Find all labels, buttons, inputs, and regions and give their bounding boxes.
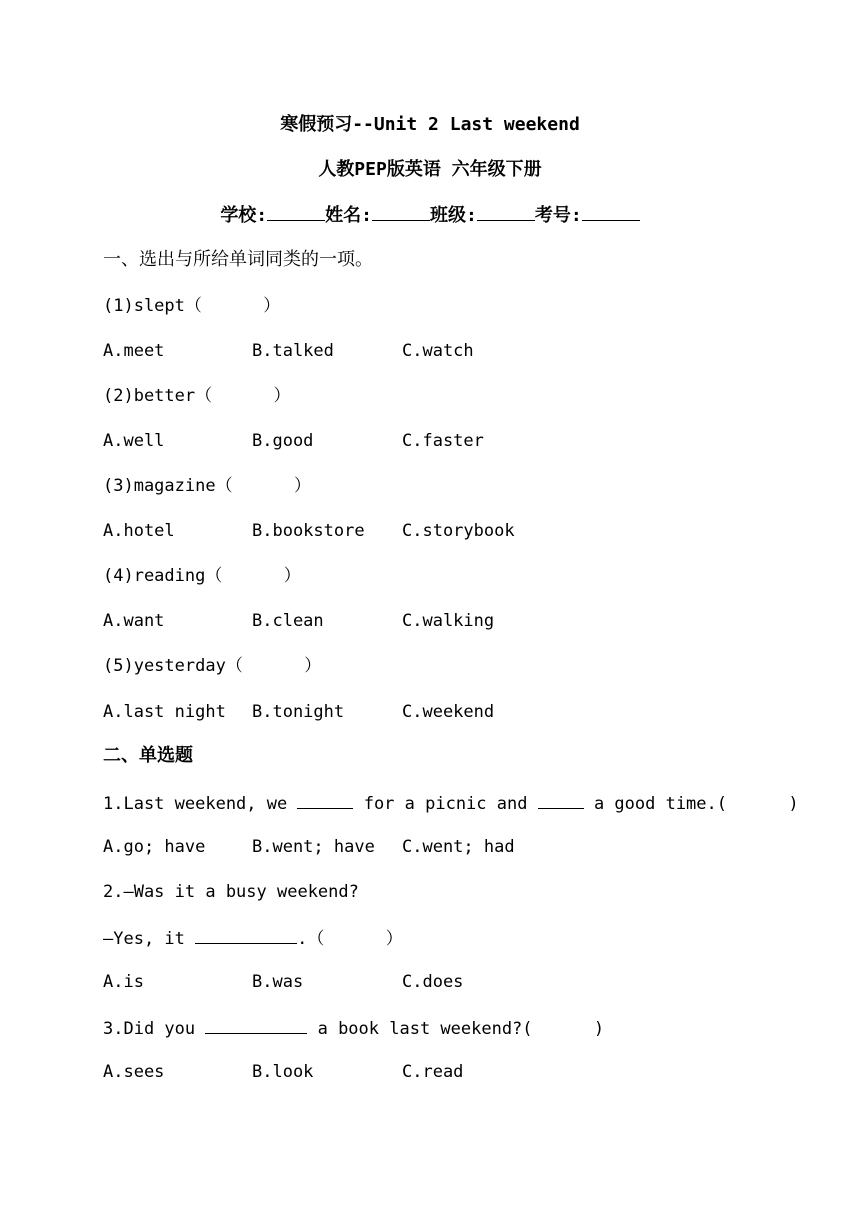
option-a[interactable]: A.meet [103,341,165,361]
option-a[interactable]: A.hotel [103,521,175,541]
option-a[interactable]: A.is [103,972,144,992]
option-b[interactable]: B.was [252,972,304,992]
question-stem: (3)magazine（ ） [103,476,311,496]
q2-blank[interactable] [195,927,297,944]
option-c[interactable]: C.does [402,972,464,992]
name-blank[interactable] [372,204,430,221]
option-b[interactable]: B.good [252,431,314,451]
question-1-stem [103,792,799,814]
document-subtitle: 人教PEP版英语 六年级下册 [318,159,542,180]
class-blank[interactable] [477,204,535,221]
option-b[interactable]: B.tonight [252,702,345,722]
option-b[interactable]: B.clean [252,611,324,631]
question-3-stem [103,1017,604,1039]
q2-text-part2: .（ ） [297,929,403,949]
option-a[interactable]: A.well [103,431,165,451]
question-2-answer-line [103,927,403,949]
q1-text-part1: 1.Last weekend, we [103,794,298,814]
option-b[interactable]: B.bookstore [252,521,365,541]
question-stem: (2)better（ ） [103,386,291,406]
question-2-stem: 2.—Was it a busy weekend? [103,882,359,902]
question-stem: (4)reading（ ） [103,566,301,586]
option-a[interactable]: A.last night [103,702,226,722]
option-b[interactable]: B.look [252,1062,314,1082]
option-b[interactable]: B.went; have [252,837,375,857]
section2-heading: 二、单选题 [103,745,193,766]
option-c[interactable]: C.went; had [402,837,515,857]
student-info-row [0,204,860,227]
q1-text-part3: a good time.( ) [583,794,799,814]
exam-number-blank[interactable] [582,204,640,221]
q3-blank[interactable] [205,1017,307,1034]
q1-text-part2: for a picnic and [353,794,538,814]
q3-text-part1: 3.Did you [103,1019,206,1039]
question-stem: (1)slept（ ） [103,296,281,316]
q3-text-part2: a book last weekend?( ) [307,1019,605,1039]
option-c[interactable]: C.watch [402,341,474,361]
option-a[interactable]: A.want [103,611,165,631]
question-stem: (5)yesterday（ ） [103,656,322,676]
option-a[interactable]: A.go; have [103,837,206,857]
option-a[interactable]: A.sees [103,1062,165,1082]
q1-blank-2[interactable] [538,792,584,809]
option-c[interactable]: C.walking [402,611,495,631]
q2-text-part1: —Yes, it [103,929,196,949]
option-c[interactable]: C.storybook [402,521,515,541]
name-label: 姓名: [325,205,372,226]
option-c[interactable]: C.read [402,1062,464,1082]
q1-blank-1[interactable] [297,792,353,809]
document-title: 寒假预习--Unit 2 Last weekend [280,114,580,135]
option-c[interactable]: C.weekend [402,702,495,722]
section1-heading: 一、选出与所给单词同类的一项。 [103,249,373,270]
class-label: 班级: [430,205,477,226]
option-b[interactable]: B.talked [252,341,334,361]
option-c[interactable]: C.faster [402,431,484,451]
school-blank[interactable] [267,204,325,221]
school-label: 学校: [220,205,268,226]
exam-number-label: 考号: [534,205,582,226]
